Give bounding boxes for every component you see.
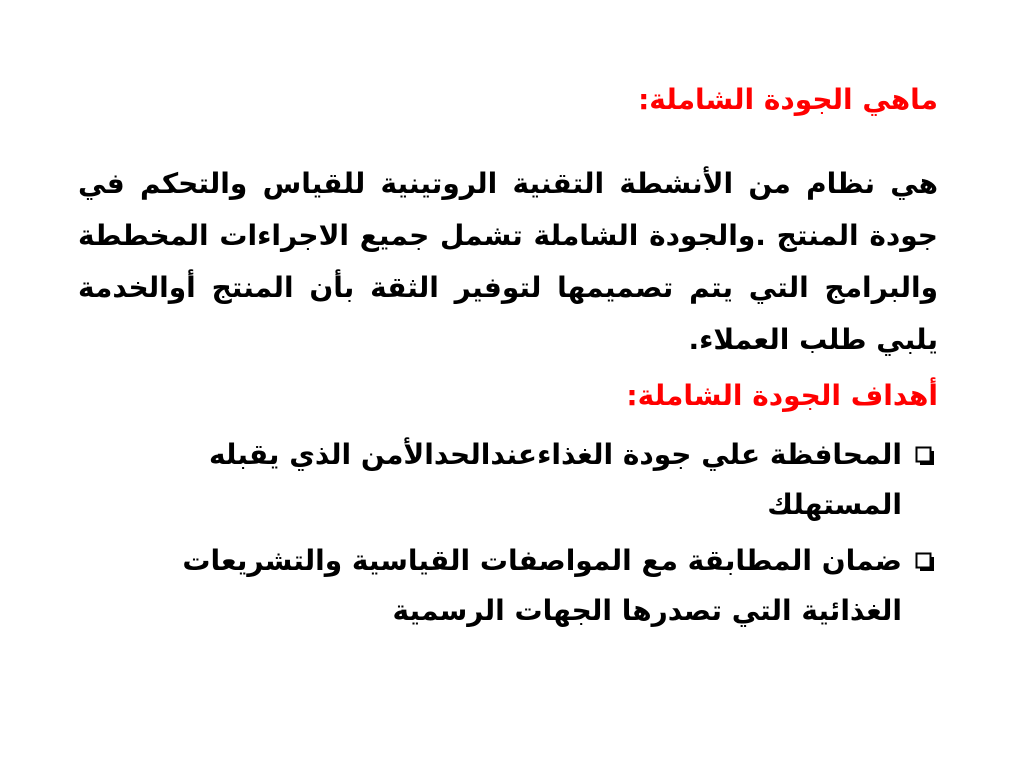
goal-text-2: ضمان المطابقة مع المواصفات القياسية والتشريعات الغذائية التي تصدرها الجهات الرسمية	[182, 544, 902, 627]
checkbox-square-icon	[914, 445, 936, 467]
goal-text-1: المحافظة علي جودة الغذاءعندالحدالأمن الذي يقبله المستهلك	[208, 438, 902, 521]
goals-heading: أهداف الجودة الشاملة:	[626, 379, 938, 412]
goals-list	[83, 430, 938, 642]
checkbox-square-icon	[914, 551, 936, 573]
slide-title: ماهي الجودة الشاملة:	[638, 83, 938, 116]
goal-item-1	[83, 430, 938, 530]
goal-item-2	[83, 536, 938, 636]
definition-paragraph: هي نظام من الأنشطة التقنية الروتينية للقياس والتحكم في جودة المنتج .والجودة الشاملة تشمل جميع الاجراءات المخططة والبرامج التي يتم تصميمها لتوفير الثقة بأن المنتج أوالخدمة يلبي طلب العملاء.	[78, 167, 938, 356]
